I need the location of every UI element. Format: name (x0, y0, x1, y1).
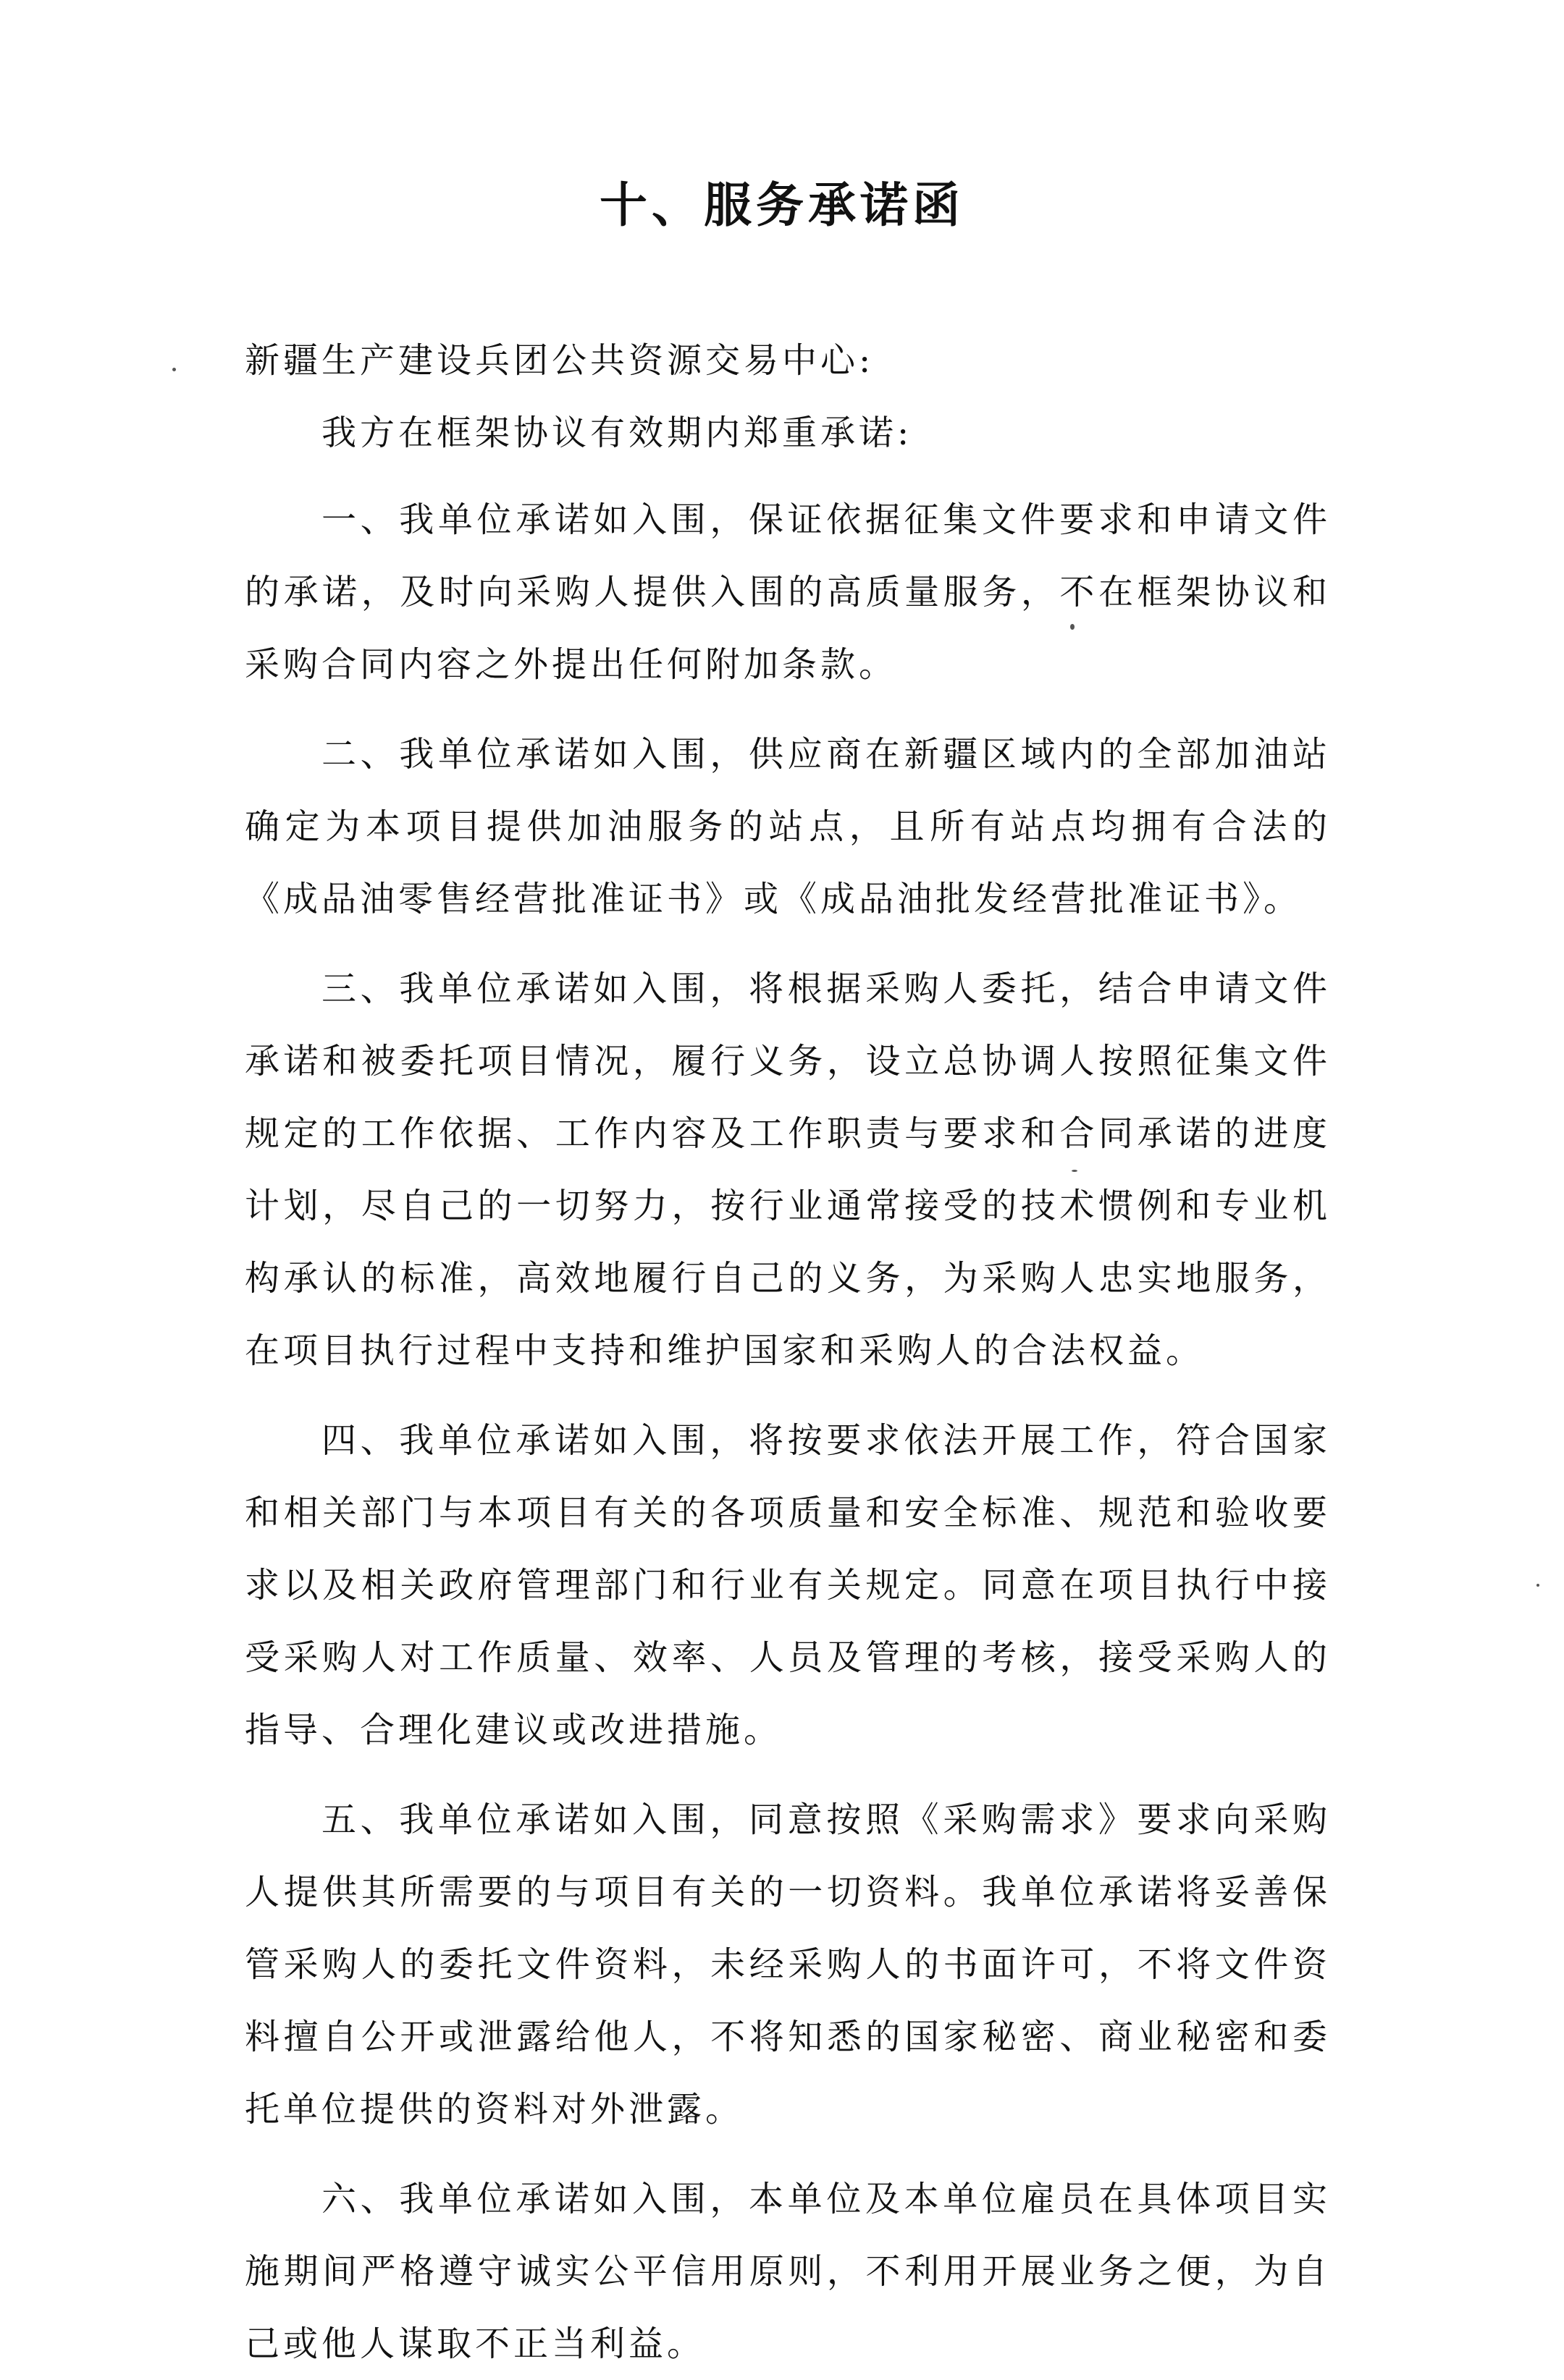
scan-speck (1536, 1584, 1539, 1587)
intro-paragraph: 我方在框架协议有效期内郑重承诺: (321, 413, 913, 453)
commitment-paragraph-4: 四、我单位承诺如入围，将按要求依法开展工作，符合国家和相关部门与本项目有关的各项质量和安全标准、规范和验收要求以及相关政府管理部门和行业有关规定。同意在项目执行中接受采购人对工作质量、效率、人员及管理的考核，接受采购人的指导、合理化建议或改进措施。 (245, 1420, 1331, 1750)
commitment-paragraph-6: 六、我单位承诺如入围，本单位及本单位雇员在具体项目实施期间严格遵守诚实公平信用原则，不利用开展业务之便，为自己或他人谋取不正当利益。 (245, 2179, 1331, 2364)
commitment-paragraph-1: 一、我单位承诺如入围，保证依据征集文件要求和申请文件的承诺，及时向采购人提供入围的高质量服务，不在框架协议和采购合同内容之外提出任何附加条款。 (245, 499, 1331, 685)
commitment-paragraph-2: 二、我单位承诺如入围，供应商在新疆区域内的全部加油站确定为本项目提供加油服务的站点，且所有站点均拥有合法的《成品油零售经营批准证书》或《成品油批发经营批准证书》。 (245, 734, 1331, 919)
scan-speck (172, 368, 176, 371)
scan-speck (1070, 624, 1075, 630)
salutation: 新疆生产建设兵团公共资源交易中心: (245, 340, 875, 381)
scan-speck (1072, 1170, 1077, 1172)
document-body (245, 324, 1331, 2380)
commitment-paragraph-5: 五、我单位承诺如入围，同意按照《采购需求》要求向采购人提供其所需要的与项目有关的一切资料。我单位承诺将妥善保管采购人的委托文件资料，未经采购人的书面许可，不将文件资料擅自公开或泄露给他人，不将知悉的国家秘密、商业秘密和委托单位提供的资料对外泄露。 (245, 1799, 1331, 2130)
commitment-paragraph-3: 三、我单位承诺如入围，将根据采购人委托，结合申请文件承诺和被委托项目情况，履行义务，设立总协调人按照征集文件规定的工作依据、工作内容及工作职责与要求和合同承诺的进度计划，尽自己的一切努力，按行业通常接受的技术惯例和专业机构承认的标准，高效地履行自己的义务，为采购人忠实地服务，在项目执行过程中支持和维护国家和采购人的合法权益。 (245, 969, 1331, 1371)
document-title: 十、服务承诺函 (600, 177, 964, 233)
